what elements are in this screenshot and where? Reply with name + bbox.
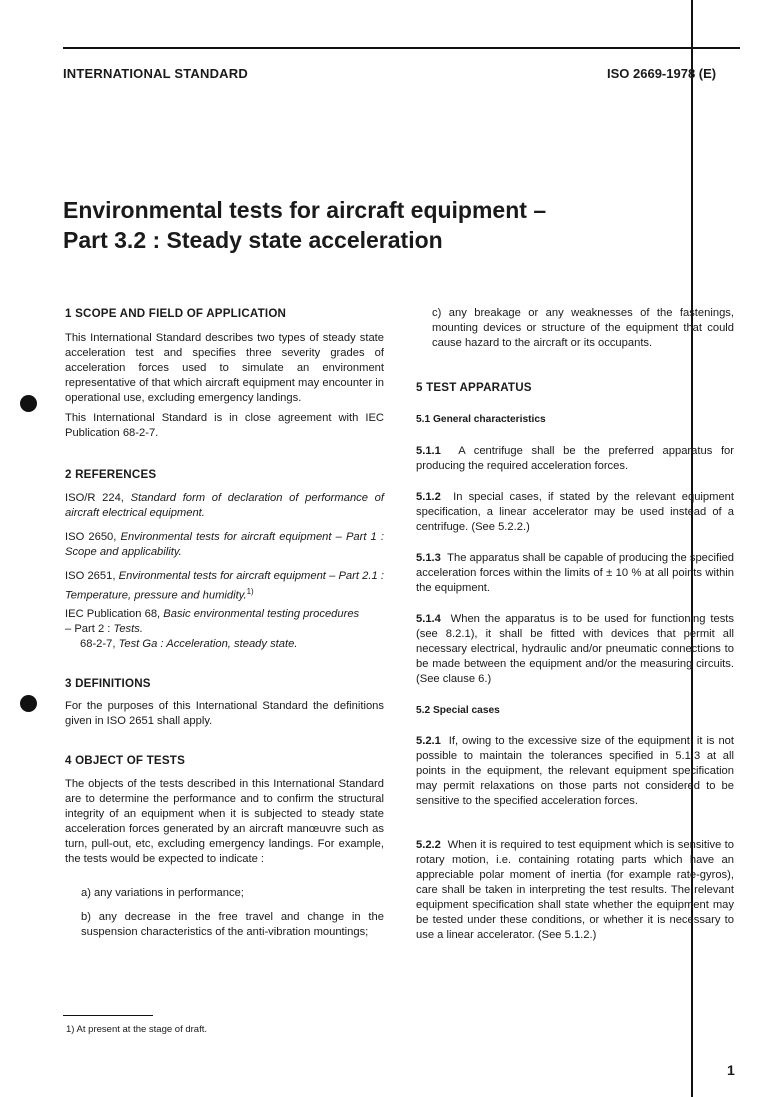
clause-5-2-1 xyxy=(416,734,734,809)
reference-3-title: Environmental tests for aircraft equipment – Part 2.1 : Temperature, pressure and humidity. xyxy=(65,570,384,602)
clause-5-1-3 xyxy=(416,551,734,596)
clause-5-1-3-text: The apparatus shall be capable of producing the specified acceleration forces within the limits of ± 10 % at all points within the equipment. xyxy=(416,552,735,594)
clause-5-1-2 xyxy=(416,490,734,535)
clause-5-1-1-text: A centrifuge shall be the preferred apparatus for producing the required acceleration forces. xyxy=(416,445,735,472)
clause-5-2-1-text: If, owing to the excessive size of the equipment, it is not possible to maintain the tolerances specified in 5.1.3 at all points in the equipment, the relevant equipment specification may permit relaxations on those parts not considered to be sensitive to the specified acceleration forces. xyxy=(416,735,735,807)
reference-2 xyxy=(65,530,384,560)
section-4-item-b: b) any decrease in the free travel and change in the suspension characteristics of the anti-vibration mountings; xyxy=(81,911,384,938)
section-5-2-heading: 5.2 Special cases xyxy=(416,705,500,716)
clause-5-1-4 xyxy=(416,612,734,687)
clause-5-2-2-number: 5.2.2 xyxy=(416,839,441,851)
reference-2-number: ISO 2650, xyxy=(65,531,121,543)
header-standard-label: INTERNATIONAL STANDARD xyxy=(63,66,248,81)
document-title xyxy=(63,195,546,255)
clause-5-2-2-text: When it is required to test equipment which is sensitive to rotary motion, i.e. containing rotating parts which have an appreciable polar moment of inertia (for example rate-gyros), care shall be taken in interpreting the test results. The relevant equipment specification shall state whether the equipment may be tested under these conditions, or whether it is necessary to use a linear accelerator. (See 5.1.2.) xyxy=(416,839,734,941)
section-4-item-c: c) any breakage or any weaknesses of the fastenings, mounting devices or structure of the equipment that could cause hazard to the aircraft or its occupants. xyxy=(432,307,734,349)
clause-5-1-4-text: When the apparatus is to be used for functioning tests (see 8.2.1), it shall be fitted with devices that permit all necessary electrical, hydraulic and/or pneumatic connections to be made between the equipment and/or the measuring circuits. (See clause 6.) xyxy=(416,613,735,685)
section-5-heading: 5 TEST APPARATUS xyxy=(416,381,532,394)
footnote: 1) At present at the stage of draft. xyxy=(66,1024,208,1035)
margin-bullet-2 xyxy=(20,695,37,712)
footnote-rule xyxy=(63,1015,153,1016)
section-1-heading: 1 SCOPE AND FIELD OF APPLICATION xyxy=(65,307,287,320)
clause-5-1-1-number: 5.1.1 xyxy=(416,445,441,457)
header-standard-number: ISO 2669-1978 (E) xyxy=(607,66,717,81)
reference-1-title: Standard form of declaration of performance of aircraft electrical equipment. xyxy=(65,492,384,519)
reference-3-number: ISO 2651, xyxy=(65,570,119,582)
reference-4-number: IEC Publication 68, xyxy=(65,608,164,620)
section-3-paragraph: For the purposes of this International Standard the definitions given in ISO 2651 shall apply. xyxy=(65,700,384,727)
reference-4-part-title: Tests. xyxy=(113,623,143,635)
reference-2-title: Environmental tests for aircraft equipment – Part 1 : Scope and applicability. xyxy=(65,531,384,558)
reference-4-part: – Part 2 : xyxy=(65,623,114,635)
clause-5-1-1 xyxy=(416,444,734,474)
reference-4 xyxy=(65,607,384,652)
title-line-1: Environmental tests for aircraft equipment – xyxy=(63,197,547,223)
reference-3 xyxy=(65,569,384,604)
clause-5-1-2-text: In special cases, if stated by the relevant equipment specification, a linear accelerator may be used instead of a centrifuge. (See 5.2.2.) xyxy=(416,491,734,533)
section-2-heading: 2 REFERENCES xyxy=(65,468,157,481)
reference-1 xyxy=(65,491,384,521)
reference-1-number: ISO/R 224, xyxy=(65,492,131,504)
section-1-paragraph-2: This International Standard is in close agreement with IEC Publication 68-2-7. xyxy=(65,412,384,439)
section-5-1-heading: 5.1 General characteristics xyxy=(416,414,546,425)
reference-4-sub-number: 68-2-7, xyxy=(80,638,119,650)
header-rule xyxy=(63,47,740,49)
page-number: 1 xyxy=(727,1062,735,1078)
clause-5-2-1-number: 5.2.1 xyxy=(416,735,441,747)
clause-5-1-4-number: 5.1.4 xyxy=(416,613,441,625)
margin-bullet-1 xyxy=(20,395,37,412)
title-line-2: Part 3.2 : Steady state acceleration xyxy=(63,227,443,253)
clause-5-1-2-number: 5.1.2 xyxy=(416,491,441,503)
section-1-paragraph-1: This International Standard describes two types of steady state acceleration test and specifies three severity grades of acceleration forces used to simulate an environment representative of that which aircraft equipment may encounter in operational use, excluding emergency landings. xyxy=(65,332,384,404)
section-4-item-a: a) any variations in performance; xyxy=(81,887,244,899)
section-4-heading: 4 OBJECT OF TESTS xyxy=(65,754,185,767)
section-3-heading: 3 DEFINITIONS xyxy=(65,677,151,690)
clause-5-1-3-number: 5.1.3 xyxy=(416,552,441,564)
clause-5-2-2 xyxy=(416,838,734,943)
reference-4-title: Basic environmental testing procedures xyxy=(163,608,360,620)
reference-3-footnote-mark: 1) xyxy=(246,587,254,596)
section-4-paragraph: The objects of the tests described in this International Standard are to determine the performance and to confirm the structural integrity of an equipment when it is subjected to steady state acceleration forces generated by an aircraft manœuvre such as turn, pull-out, etc, excluding emergency landings. For example, the tests would be expected to indicate : xyxy=(65,778,384,865)
reference-4-sub-title: Test Ga : Acceleration, steady state. xyxy=(118,638,298,650)
